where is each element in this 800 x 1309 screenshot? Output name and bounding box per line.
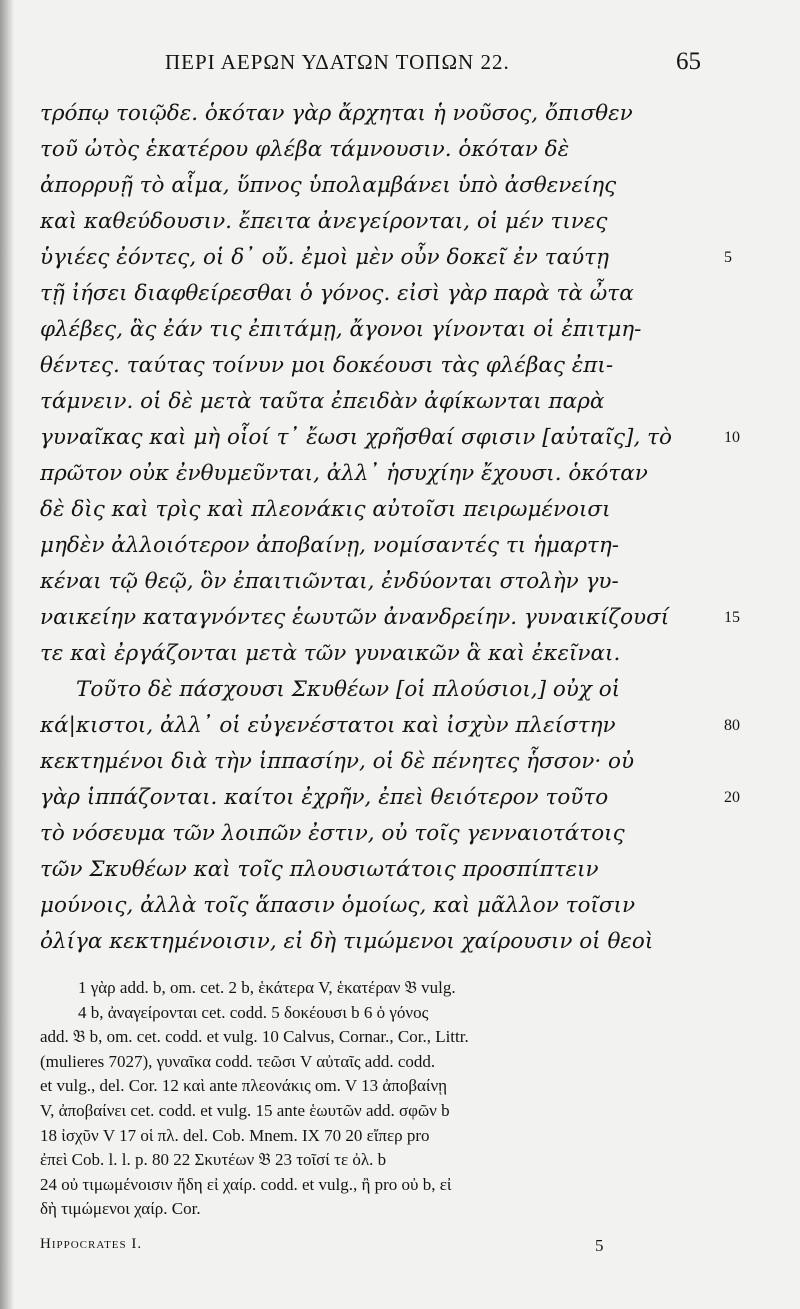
line-number: 10 bbox=[724, 429, 740, 446]
line-number bbox=[724, 744, 784, 780]
text-line: ὑγιέες ἐόντες, οἱ δ᾽ οὔ. ἐμοὶ μὲν οὖν δοκεῖ ἐν ταύτῃ bbox=[40, 245, 609, 270]
line-number bbox=[724, 348, 784, 384]
margin-line-numbers bbox=[724, 96, 784, 960]
line-number bbox=[724, 456, 784, 492]
line-number bbox=[724, 564, 784, 600]
page-gutter-shadow bbox=[0, 0, 14, 1309]
text-line: τάμνειν. οἱ δὲ μετὰ ταῦτα ἐπειδὰν ἀφίκωνται παρὰ bbox=[40, 389, 605, 414]
text-line: πρῶτον οὐκ ἐνθυμεῦνται, ἀλλ᾽ ἡσυχίην ἔχουσι. ὁκόταν bbox=[40, 461, 648, 486]
line-number bbox=[724, 96, 784, 132]
text-line: ναικείην καταγνόντες ἑωυτῶν ἀνανδρείην. γυναικίζουσί bbox=[40, 605, 670, 630]
line-number bbox=[724, 672, 784, 708]
text-line: κέναι τῷ θεῷ, ὃν ἐπαιτιῶνται, ἐνδύονται στολὴν γυ- bbox=[40, 569, 619, 594]
text-line: μηδὲν ἀλλοιότερον ἀποβαίνῃ, νομίσαντές τι ἡμαρτη- bbox=[40, 533, 620, 558]
apparatus-line: ἐπεὶ Cob. l. l. p. 80 22 Σκυτέων 𝔅 23 τοῖσί τε ὀλ. b bbox=[40, 1150, 387, 1170]
apparatus-line: δὴ τιμώμενοι χαίρ. Cor. bbox=[40, 1199, 201, 1219]
text-line: κά|κιστοι, ἀλλ᾽ οἱ εὐγενέστατοι καὶ ἰσχὺν πλείστην bbox=[40, 713, 616, 738]
text-line: τοῦ ὠτὸς ἑκατέρου φλέβα τάμνουσιν. ὁκόταν δὲ bbox=[40, 137, 570, 162]
line-number bbox=[724, 276, 784, 312]
paragraph-start-line: Τοῦτο δὲ πάσχουσι Σκυθέων [οἱ πλούσιοι,] οὐχ οἱ bbox=[76, 677, 621, 702]
text-line: τρόπῳ τοιῷδε. ὁκόταν γὰρ ἄρχηται ἡ νοῦσος, ὄπισθεν bbox=[40, 101, 633, 126]
text-line: καὶ καθεύδουσιν. ἔπειτα ἀνεγείρονται, οἱ μέν τινες bbox=[40, 209, 608, 234]
line-number bbox=[724, 204, 784, 240]
text-line: ἀπορρυῇ τὸ αἷμα, ὕπνος ὑπολαμβάνει ὑπὸ ἀσθενείης bbox=[40, 173, 617, 198]
text-line: γὰρ ἱππάζονται. καίτοι ἐχρῆν, ἐπεὶ θειότερον τοῦτο bbox=[40, 785, 609, 810]
running-title: ΠΕΡΙ ΑΕΡΩΝ ΥΔΑΤΩΝ ΤΟΠΩΝ 22. bbox=[165, 50, 510, 74]
line-number bbox=[724, 852, 784, 888]
text-line: τῶν Σκυθέων καὶ τοῖς πλουσιωτάτοις προσπίπτειν bbox=[40, 857, 599, 882]
signature-number: 5 bbox=[595, 1236, 604, 1255]
text-line: δὲ δὶς καὶ τρὶς καὶ πλεονάκις αὐτοῖσι πειρωμένοισι bbox=[40, 497, 611, 522]
line-number bbox=[724, 492, 784, 528]
line-number: 80 bbox=[724, 717, 740, 734]
apparatus-line: et vulg., del. Cor. 12 καὶ ante πλεονάκις om. V 13 ἀποβαίνῃ bbox=[40, 1076, 448, 1096]
apparatus-line: (mulieres 7027), γυναῖκα codd. τεῶσι V αὐταῖς add. codd. bbox=[40, 1051, 436, 1071]
line-number bbox=[724, 384, 784, 420]
text-line: γυναῖκας καὶ μὴ οἷοί τ᾽ ἔωσι χρῆσθαί σφισιν [αὐταῖς], τὸ bbox=[40, 425, 672, 450]
line-number bbox=[724, 168, 784, 204]
page-footer bbox=[40, 1236, 730, 1266]
apparatus-line: 18 ἰσχῦν V 17 οἱ πλ. del. Cob. Mnem. IX 70 20 εἴπερ pro bbox=[40, 1125, 430, 1145]
text-line: φλέβες, ἃς ἐάν τις ἐπιτάμῃ, ἄγονοι γίνονται οἱ ἐπιτμη- bbox=[40, 317, 642, 342]
text-line: τῇ ἰήσει διαφθείρεσθαι ὁ γόνος. εἰσὶ γὰρ παρὰ τὰ ὦτα bbox=[40, 281, 634, 306]
text-line: τὸ νόσευμα τῶν λοιπῶν ἐστιν, οὐ τοῖς γενναιοτάτοις bbox=[40, 821, 625, 846]
text-line: μούνοις, ἀλλὰ τοῖς ἅπασιν ὁμοίως, καὶ μᾶλλον τοῖσιν bbox=[40, 893, 636, 918]
apparatus-line: 24 οὐ τιμωμένοισιν ἤδη εἰ χαίρ. codd. et vulg., ἢ pro οὐ b, εἰ bbox=[40, 1174, 452, 1194]
line-number bbox=[724, 528, 784, 564]
critical-apparatus-notes bbox=[40, 976, 730, 1222]
text-line: κεκτημένοι διὰ τὴν ἱππασίην, οἱ δὲ πένητες ἧσσον· οὐ bbox=[40, 749, 635, 774]
greek-body-text bbox=[40, 96, 720, 960]
page-number: 65 bbox=[676, 48, 701, 75]
line-number: 5 bbox=[724, 249, 732, 266]
signature-mark: Hippocrates I. bbox=[40, 1236, 143, 1252]
text-line: τε καὶ ἐργάζονται μετὰ τῶν γυναικῶν ἃ καὶ ἐκεῖναι. bbox=[40, 641, 621, 666]
line-number bbox=[724, 312, 784, 348]
apparatus-line: 4 b, ἀναγείρονται cet. codd. 5 δοκέουσι b 6 ὁ γόνος bbox=[78, 1002, 429, 1022]
text-line: θέντες. ταύτας τοίνυν μοι δοκέουσι τὰς φλέβας ἐπι- bbox=[40, 353, 614, 378]
text-line: ὀλίγα κεκτημένοισιν, εἰ δὴ τιμώμενοι χαίρουσιν οἱ θεοὶ bbox=[40, 929, 654, 954]
page-header bbox=[0, 44, 800, 84]
line-number bbox=[724, 636, 784, 672]
apparatus-line: 1 γὰρ add. b, om. cet. 2 b, ἑκάτερα V, ἑκατέραν 𝔅 vulg. bbox=[78, 978, 456, 997]
line-number: 15 bbox=[724, 609, 740, 626]
line-number bbox=[724, 888, 784, 924]
line-number bbox=[724, 132, 784, 168]
apparatus-line: add. 𝔅 b, om. cet. codd. et vulg. 10 Calvus, Cornar., Cor., Littr. bbox=[40, 1027, 469, 1047]
line-number bbox=[724, 924, 784, 960]
line-number: 20 bbox=[724, 789, 740, 806]
line-number bbox=[724, 816, 784, 852]
apparatus-line: V, ἀποβαίνει cet. codd. et vulg. 15 ante ἑωυτῶν add. σφῶν b bbox=[40, 1100, 450, 1120]
